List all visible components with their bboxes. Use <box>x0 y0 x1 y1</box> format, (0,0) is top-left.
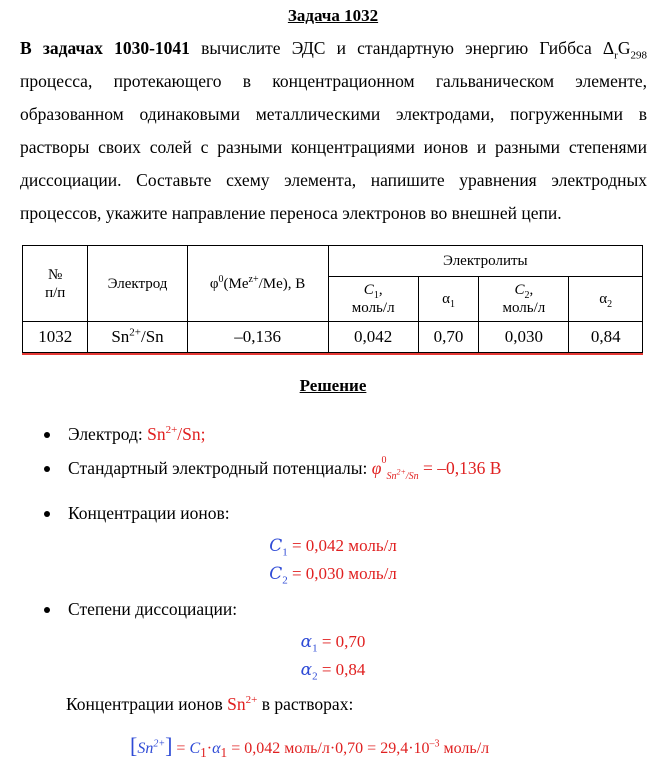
equation-alpha1: $\alpha_1 = 0,70$ <box>300 632 366 655</box>
bullet-icon <box>44 511 50 517</box>
task-text: вычислите ЭДС и стандартную энергию Гиббса $\Delta_rG_{298}$ процесса, протекающего в концентрационном гальваническом элементе, образованном одинаковыми металлическими электродами, погруженными в растворы своих солей с разными концентрациями ионов и разными степенями диссоциации. Составьте схему элемента, напишите уравнения электродных процессов, укажите направление переноса электронов во внешней цепи. <box>20 38 647 223</box>
conc-in-solutions: Концентрации ионов $Sn^{2+}$ в растворах: <box>66 694 354 714</box>
task-title: Задача 1032 <box>287 6 379 25</box>
equation-c2: $C_2 = 0,030$ моль/л <box>269 564 397 587</box>
cell-potential: –0,136 <box>187 322 328 353</box>
header-potential: $\varphi^0(Me^{z+}/Me)$, В <box>187 246 328 322</box>
concentration-equation: $[Sn^{2+}] = C_1\cdot\alpha_1 = 0,042$ моль/л·0,70 = $29,4\cdot 10^{-3}$ моль/л <box>130 733 490 760</box>
task-range: В задачах 1030-1041 <box>20 38 190 58</box>
cell-c2: 0,030 <box>479 322 569 353</box>
header-electrode: Электрод <box>88 246 187 322</box>
cell-alpha2: 0,84 <box>569 322 643 353</box>
header-c1: $C_1$, моль/л <box>328 277 418 322</box>
task-description <box>20 32 647 230</box>
bullet-icon <box>44 466 50 472</box>
conc-label: Концентрации ионов: <box>68 503 230 523</box>
cell-num: 1032 <box>23 322 88 353</box>
header-c2: $C_2$, моль/л <box>479 277 569 322</box>
cell-c1: 0,042 <box>328 322 418 353</box>
potential-value: $\varphi^0_{Sn^{2+}/Sn} = -0,136$ В <box>371 455 502 482</box>
equation-alpha2: $\alpha_2 = 0,84$ <box>300 660 366 683</box>
header-num: № п/п <box>23 246 88 322</box>
solution-title: Решение <box>299 376 367 395</box>
data-table <box>22 245 643 353</box>
cell-alpha1: 0,70 <box>418 322 479 353</box>
bullet-icon <box>44 607 50 613</box>
cell-electrode: $Sn^{2+}/Sn$ <box>88 322 187 353</box>
bullet-icon <box>44 432 50 438</box>
equation-c1: $C_1 = 0,042$ моль/л <box>269 536 397 559</box>
electrode-label: Электрод: <box>68 424 148 444</box>
potential-label: Стандартный электродный потенциалы: <box>68 458 372 478</box>
header-alpha1: $\alpha_1$ <box>418 277 479 322</box>
header-electrolytes: Электролиты <box>328 246 642 277</box>
table-underline <box>22 353 643 355</box>
header-alpha2: $\alpha_2$ <box>569 277 643 322</box>
electrode-value: $Sn^{2+}/Sn$; <box>147 424 206 444</box>
dissoc-label: Степени диссоциации: <box>68 599 238 619</box>
